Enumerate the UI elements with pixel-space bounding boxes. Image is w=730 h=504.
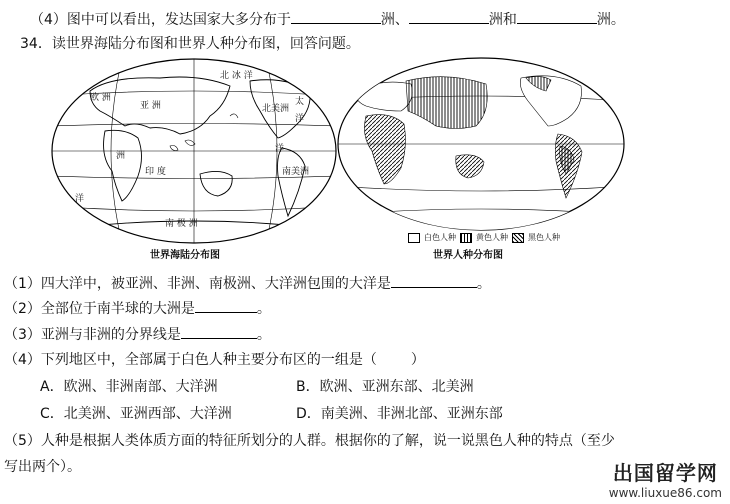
q4-top-part2: 洲和 <box>488 12 517 28</box>
legend-yellow: 黄色人种 <box>476 233 508 242</box>
legend-black: 黑色人种 <box>528 233 560 242</box>
question-1-text: （1）四大洋中，被亚洲、非洲、南极洲、大洋洲包围的大洋是 <box>4 276 391 292</box>
site-watermark <box>609 457 722 500</box>
label-pacific-1: 太 <box>295 97 305 107</box>
option-d[interactable]: D．南美洲、非洲北部、亚洲东部 <box>296 406 503 422</box>
option-b[interactable]: B．欧洲、亚洲东部、北美洲 <box>296 379 474 395</box>
question-4-text: （4）下列地区中，全部属于白色人种主要分布区的一组是（ <box>4 352 377 368</box>
question-1-end: 。 <box>476 276 491 292</box>
legend-swatch-black <box>512 233 524 243</box>
question-3-text: （3）亚洲与非洲的分界线是 <box>4 327 181 343</box>
question-1 <box>4 273 491 294</box>
question-5-line2: 写出两个）。 <box>4 459 81 475</box>
answer-blank[interactable] <box>409 9 489 24</box>
race-legend <box>408 232 560 243</box>
question-4 <box>4 350 425 370</box>
legend-swatch-white <box>408 233 420 243</box>
answer-blank[interactable] <box>291 9 381 24</box>
answer-blank[interactable] <box>195 298 257 313</box>
q4-top-line <box>30 9 625 30</box>
q4-top-part1: 洲、 <box>380 12 409 28</box>
question-3 <box>4 324 271 345</box>
q4-top-prefix: （4）图中可以看出，发达国家大多分布于 <box>30 12 291 28</box>
label-africa: 洲 <box>116 151 126 161</box>
label-indian: 印 度 <box>145 167 166 177</box>
option-a[interactable]: A．欧洲、非洲南部、大洋洲 <box>40 379 218 395</box>
answer-blank[interactable] <box>517 9 597 24</box>
answer-blank[interactable] <box>391 273 477 288</box>
watermark-url: www.liuxue86.com <box>608 486 722 500</box>
answer-blank[interactable] <box>181 324 257 339</box>
watermark-cn: 出国留学网 <box>612 461 718 485</box>
q4-top-part3: 洲。 <box>596 12 625 28</box>
label-europe: 欧 洲 <box>90 93 111 103</box>
question-2-end: 。 <box>256 301 271 317</box>
legend-swatch-yellow <box>460 233 472 243</box>
label-south-america: 南美洲 <box>282 167 310 177</box>
map1-caption: 世界海陆分布图 <box>150 250 220 261</box>
q34-title: 34．读世界海陆分布图和世界人种分布图，回答问题。 <box>20 36 360 52</box>
label-north-america: 北美洲 <box>262 104 290 114</box>
label-ocean-1: 洋 <box>295 114 305 124</box>
label-ocean-3: 洋 <box>275 144 285 154</box>
world-land-sea-map <box>50 56 338 246</box>
question-5-line1: （5）人种是根据人类体质方面的特征所划分的人群。根据你的了解，说一说黑色人种的特点（至少 <box>4 433 615 449</box>
label-antarctica: 南 极 洲 <box>165 219 198 229</box>
label-asia: 亚 洲 <box>140 101 161 111</box>
question-2-text: （2）全部位于南半球的大洲是 <box>4 301 195 317</box>
label-ocean-2: 洋 <box>75 194 85 204</box>
question-3-end: 。 <box>256 327 271 343</box>
question-2 <box>4 298 271 319</box>
label-arctic-ocean: 北 冰 洋 <box>220 71 253 81</box>
option-c[interactable]: C．北美洲、亚洲西部、大洋洲 <box>40 406 232 422</box>
legend-white: 白色人种 <box>424 233 456 242</box>
question-4-end: ） <box>410 352 425 368</box>
map2-caption: 世界人种分布图 <box>433 250 503 261</box>
world-race-map <box>336 56 626 232</box>
